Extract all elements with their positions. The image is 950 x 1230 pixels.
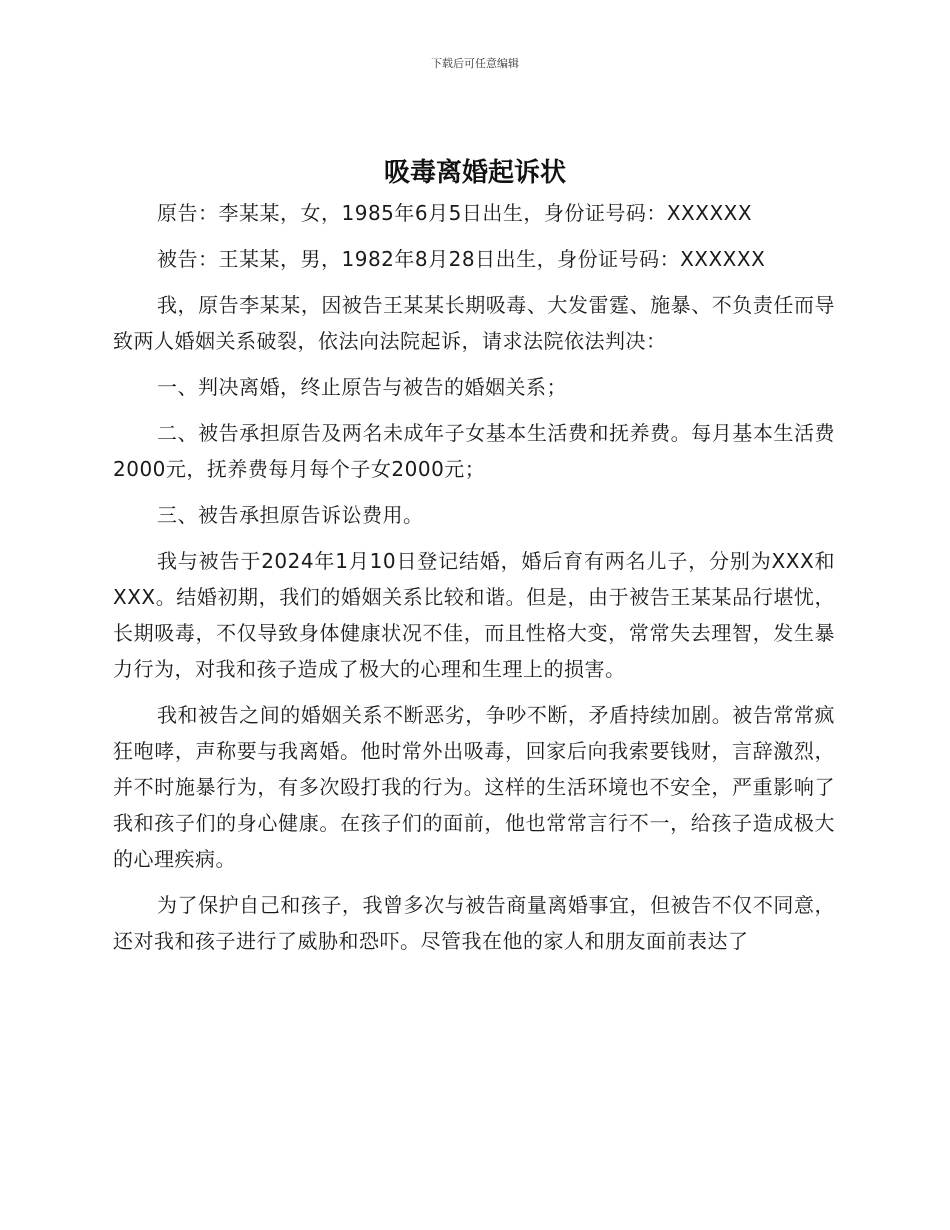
claim-item-1: 一、判决离婚，终止原告与被告的婚姻关系；: [157, 375, 567, 399]
document-body: [113, 195, 835, 969]
claim-item-3: 三、被告承担原告诉讼费用。: [157, 503, 424, 527]
facts-paragraph-2: 我和被告之间的婚姻关系不断恶劣，争吵不断，矛盾持续加剧。被告常常疯狂咆哮，声称要与我离婚。他时常外出吸毒，回家后向我索要钱财，言辞激烈，并不时施暴行为，有多次殴打我的行为。这样的生活环境也不安全，严重影响了我和孩子们的身心健康。在孩子们的面前，他也常常言行不一，给孩子造成极大的心理疾病。: [113, 703, 835, 871]
facts-paragraph-1: 我与被告于2024年1月10日登记结婚，婚后育有两名儿子，分别为XXX和XXX。结婚初期，我们的婚姻关系比较和谐。但是，由于被告王某某品行堪忧，长期吸毒，不仅导致身体健康状况不佳，而且性格大变，常常失去理智，发生暴力行为，对我和孩子造成了极大的心理和生理上的损害。: [113, 549, 835, 681]
header-note: 下载后可任意编辑: [431, 57, 519, 70]
defendant-info: 被告：王某某，男，1982年8月28日出生，身份证号码：XXXXXX: [157, 247, 766, 271]
plaintiff-info: 原告：李某某，女，1985年6月5日出生，身份证号码：XXXXXX: [157, 201, 753, 225]
document-title: 吸毒离婚起诉状: [383, 158, 566, 188]
facts-paragraph-3: 为了保护自己和孩子，我曾多次与被告商量离婚事宜，但被告不仅不同意，还对我和孩子进行了威胁和恐吓。尽管我在他的家人和朋友面前表达了: [113, 893, 835, 953]
claim-intro: 我，原告李某某，因被告王某某长期吸毒、大发雷霆、施暴、不负责任而导致两人婚姻关系破裂，依法向法院起诉，请求法院依法判决：: [113, 293, 835, 353]
claim-item-2: 二、被告承担原告及两名未成年子女基本生活费和抚养费。每月基本生活费2000元，抚养费每月每个子女2000元；: [113, 421, 835, 481]
